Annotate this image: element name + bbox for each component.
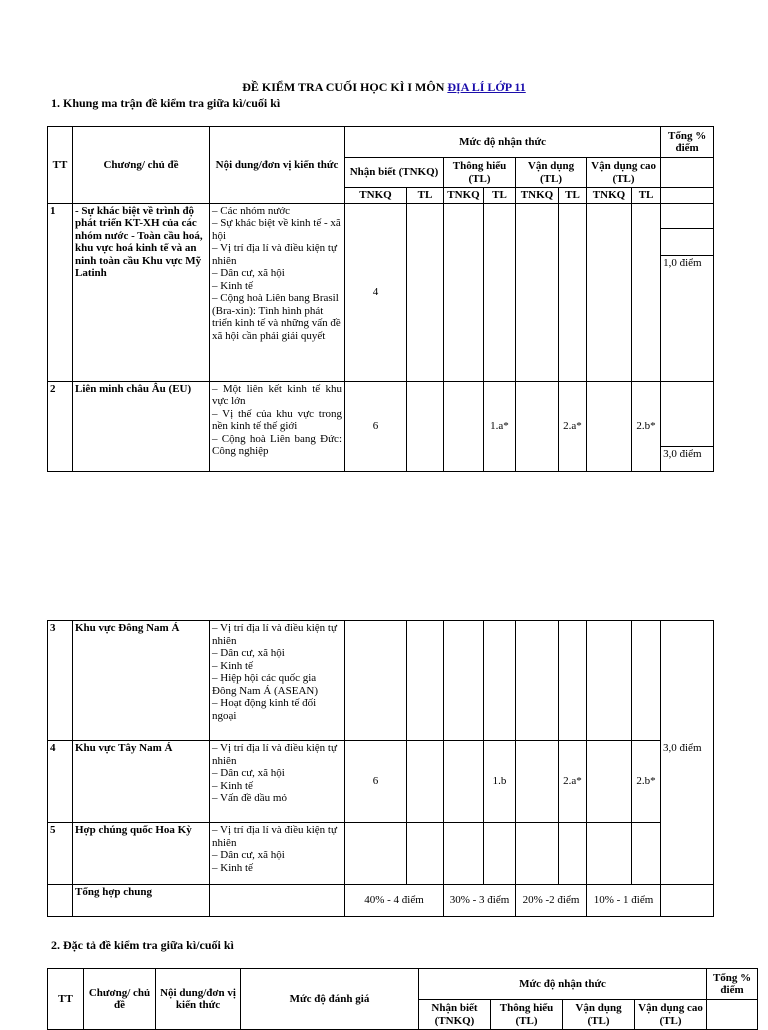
content-item: – Vị trí địa lí và điều kiện tự nhiên bbox=[212, 622, 337, 647]
table-row bbox=[48, 381, 714, 471]
row-total bbox=[661, 381, 714, 471]
header-total: Tổng % điểm bbox=[661, 127, 714, 158]
title-prefix: ĐỀ KIỂM TRA CUỐI HỌC KÌ I MÔN bbox=[242, 80, 448, 94]
row-apply-high-tl: 2.b* bbox=[632, 741, 661, 823]
row-apply-high-tl: 2.b* bbox=[632, 381, 661, 471]
row-number: 2 bbox=[48, 381, 73, 471]
summary-understand: 30% - 3 điểm bbox=[444, 885, 516, 917]
cell-empty bbox=[345, 621, 407, 741]
content-item: – Dân cư, xã hội bbox=[212, 849, 285, 861]
matrix-table-part2 bbox=[47, 620, 714, 917]
cell-empty bbox=[345, 823, 407, 885]
content-item: – Dân cư, xã hội bbox=[212, 267, 285, 279]
document-title bbox=[0, 80, 768, 95]
content-item: – Cộng hoà Liên bang Đức: Công nghiệp bbox=[212, 432, 342, 457]
row-chapter: Khu vực Tây Nam Á bbox=[73, 741, 210, 823]
row-chapter: Hợp chúng quốc Hoa Kỳ bbox=[73, 823, 210, 885]
cell-empty bbox=[444, 741, 484, 823]
spec-header-apply-high: Vận dụng cao (TL) bbox=[635, 1000, 707, 1030]
matrix-table-part1 bbox=[47, 126, 714, 472]
cell-empty bbox=[661, 885, 714, 917]
row-chapter: - Sự khác biệt về trình độ phát triển KT-XH của các nhóm nước - Toàn cầu hoá, khu vực hoá kinh tế và an ninh toàn cầu Khu vực Mỹ Latinh bbox=[73, 203, 210, 381]
content-item: – Vị thế của khu vực trong nền kinh tế thế giới bbox=[212, 407, 342, 432]
summary-apply: 20% -2 điểm bbox=[516, 885, 587, 917]
content-item: – Cộng hoà Liên bang Brasil (Bra-xin): Tình hình phát triển kinh tế và những vấn đề xã hội cần phải giải quyết bbox=[212, 292, 341, 342]
sub-tnkq: TNKQ bbox=[516, 188, 559, 204]
content-item: – Một liên kết kinh tế khu vực lớn bbox=[212, 382, 342, 407]
row-total-value: 3,0 điểm bbox=[663, 742, 702, 754]
content-item: – Vấn đề dầu mỏ bbox=[212, 792, 287, 804]
spec-header-recognize: Nhận biết (TNKQ) bbox=[419, 1000, 491, 1030]
spec-header-assess: Mức độ đánh giá bbox=[241, 969, 419, 1030]
content-item: – Vị trí địa lí và điều kiện tự nhiên bbox=[212, 242, 337, 267]
content-item: – Dân cư, xã hội bbox=[212, 647, 285, 659]
row-total bbox=[661, 621, 714, 885]
header-level: Mức độ nhận thức bbox=[345, 127, 661, 158]
cell-empty bbox=[587, 203, 632, 381]
sub-tl: TL bbox=[484, 188, 516, 204]
row-content bbox=[210, 203, 345, 381]
cell-empty bbox=[407, 381, 444, 471]
cell-empty bbox=[587, 621, 632, 741]
content-item: – Sự khác biệt về kinh tế - xã hội bbox=[212, 217, 341, 242]
row-tnkq: 4 bbox=[345, 203, 407, 381]
cell-empty bbox=[632, 823, 661, 885]
table-row bbox=[48, 823, 714, 885]
row-tnkq: 6 bbox=[345, 741, 407, 823]
spec-header-chapter: Chương/ chủ đề bbox=[84, 969, 156, 1030]
spec-header-tt: TT bbox=[48, 969, 84, 1030]
row-number: 3 bbox=[48, 621, 73, 741]
sub-tl: TL bbox=[559, 188, 587, 204]
content-item: – Kinh tế bbox=[212, 861, 253, 874]
table-row bbox=[48, 621, 714, 741]
row-total bbox=[661, 203, 714, 381]
sub-tnkq: TNKQ bbox=[587, 188, 632, 204]
cell-empty bbox=[707, 1000, 758, 1030]
row-number: 5 bbox=[48, 823, 73, 885]
cell-empty bbox=[48, 885, 73, 917]
cell-empty bbox=[444, 381, 484, 471]
row-content bbox=[210, 741, 345, 823]
spec-header-apply: Vận dụng (TL) bbox=[563, 1000, 635, 1030]
summary-recognize: 40% - 4 điểm bbox=[345, 885, 444, 917]
row-number: 4 bbox=[48, 741, 73, 823]
header-apply: Vận dụng (TL) bbox=[516, 158, 587, 188]
content-item: – Hoạt động kinh tế đối ngoại bbox=[212, 697, 317, 722]
sub-tl: TL bbox=[632, 188, 661, 204]
cell-empty bbox=[587, 823, 632, 885]
summary-apply-high: 10% - 1 điểm bbox=[587, 885, 661, 917]
content-item: – Kinh tế bbox=[212, 279, 253, 292]
cell-empty bbox=[407, 741, 444, 823]
title-link[interactable]: ĐỊA LÍ LỚP 11 bbox=[447, 80, 526, 94]
cell-empty bbox=[516, 621, 559, 741]
row-understand-tl: 1.a* bbox=[484, 381, 516, 471]
content-item: – Hiệp hội các quốc gia Đông Nam Á (ASEAN) bbox=[212, 672, 319, 697]
summary-row bbox=[48, 885, 714, 917]
cell-empty bbox=[516, 823, 559, 885]
content-item: – Các nhóm nước bbox=[212, 204, 291, 217]
sub-tnkq: TNKQ bbox=[444, 188, 484, 204]
row-chapter: Liên minh châu Âu (EU) bbox=[73, 381, 210, 471]
header-chapter: Chương/ chủ đề bbox=[73, 127, 210, 204]
cell-empty bbox=[444, 823, 484, 885]
cell-empty bbox=[484, 203, 516, 381]
sub-tl: TL bbox=[407, 188, 444, 204]
cell-empty bbox=[407, 823, 444, 885]
cell-empty bbox=[444, 203, 484, 381]
content-item: – Vị trí địa lí và điều kiện tự nhiên bbox=[212, 824, 337, 849]
row-apply-tl: 2.a* bbox=[559, 381, 587, 471]
row-tnkq: 6 bbox=[345, 381, 407, 471]
section-2-heading: 2. Đặc tả đề kiểm tra giữa kì/cuối kì bbox=[51, 938, 234, 952]
cell-empty bbox=[587, 741, 632, 823]
header-recognize: Nhận biết (TNKQ) bbox=[345, 158, 444, 188]
cell-empty bbox=[516, 203, 559, 381]
cell-empty bbox=[559, 203, 587, 381]
cell-empty bbox=[407, 203, 444, 381]
cell-empty bbox=[516, 741, 559, 823]
content-item: – Kinh tế bbox=[212, 779, 253, 792]
spec-header-understand: Thông hiểu (TL) bbox=[491, 1000, 563, 1030]
sub-blank bbox=[661, 188, 714, 204]
content-item: – Kinh tế bbox=[212, 659, 253, 672]
content-item: – Dân cư, xã hội bbox=[212, 767, 285, 779]
cell-empty bbox=[484, 823, 516, 885]
row-content bbox=[210, 381, 345, 471]
cell-empty bbox=[210, 885, 345, 917]
header-total-blank bbox=[661, 158, 714, 188]
cell-empty bbox=[632, 203, 661, 381]
row-content bbox=[210, 621, 345, 741]
row-total-value: 1,0 điểm bbox=[663, 256, 702, 269]
header-apply-high: Vận dụng cao (TL) bbox=[587, 158, 661, 188]
row-content bbox=[210, 823, 345, 885]
spec-header-total: Tổng % điểm bbox=[707, 969, 758, 1000]
content-item: – Vị trí địa lí và điều kiện tự nhiên bbox=[212, 742, 337, 767]
section-1-heading: 1. Khung ma trận đề kiểm tra giữa kì/cuối kì bbox=[51, 96, 281, 110]
summary-label: Tổng hợp chung bbox=[73, 885, 210, 917]
cell-empty bbox=[407, 621, 444, 741]
spec-header-level: Mức độ nhận thức bbox=[419, 969, 707, 1000]
header-understand: Thông hiểu (TL) bbox=[444, 158, 516, 188]
sub-tnkq: TNKQ bbox=[345, 188, 407, 204]
cell-empty bbox=[587, 381, 632, 471]
spec-table bbox=[47, 968, 758, 1030]
row-apply-tl: 2.a* bbox=[559, 741, 587, 823]
cell-empty bbox=[516, 381, 559, 471]
row-number: 1 bbox=[48, 203, 73, 381]
table-row bbox=[48, 741, 714, 823]
header-content: Nội dung/đơn vị kiến thức bbox=[210, 127, 345, 204]
row-total-value: 3,0 điểm bbox=[661, 446, 713, 462]
table-row bbox=[48, 203, 714, 381]
spec-header-content: Nội dung/đơn vị kiến thức bbox=[156, 969, 241, 1030]
cell-empty bbox=[484, 621, 516, 741]
cell-empty bbox=[632, 621, 661, 741]
cell-empty bbox=[559, 823, 587, 885]
cell-empty bbox=[559, 621, 587, 741]
row-chapter: Khu vực Đông Nam Á bbox=[73, 621, 210, 741]
cell-empty bbox=[444, 621, 484, 741]
header-tt: TT bbox=[48, 127, 73, 204]
row-understand-tl: 1.b bbox=[484, 741, 516, 823]
